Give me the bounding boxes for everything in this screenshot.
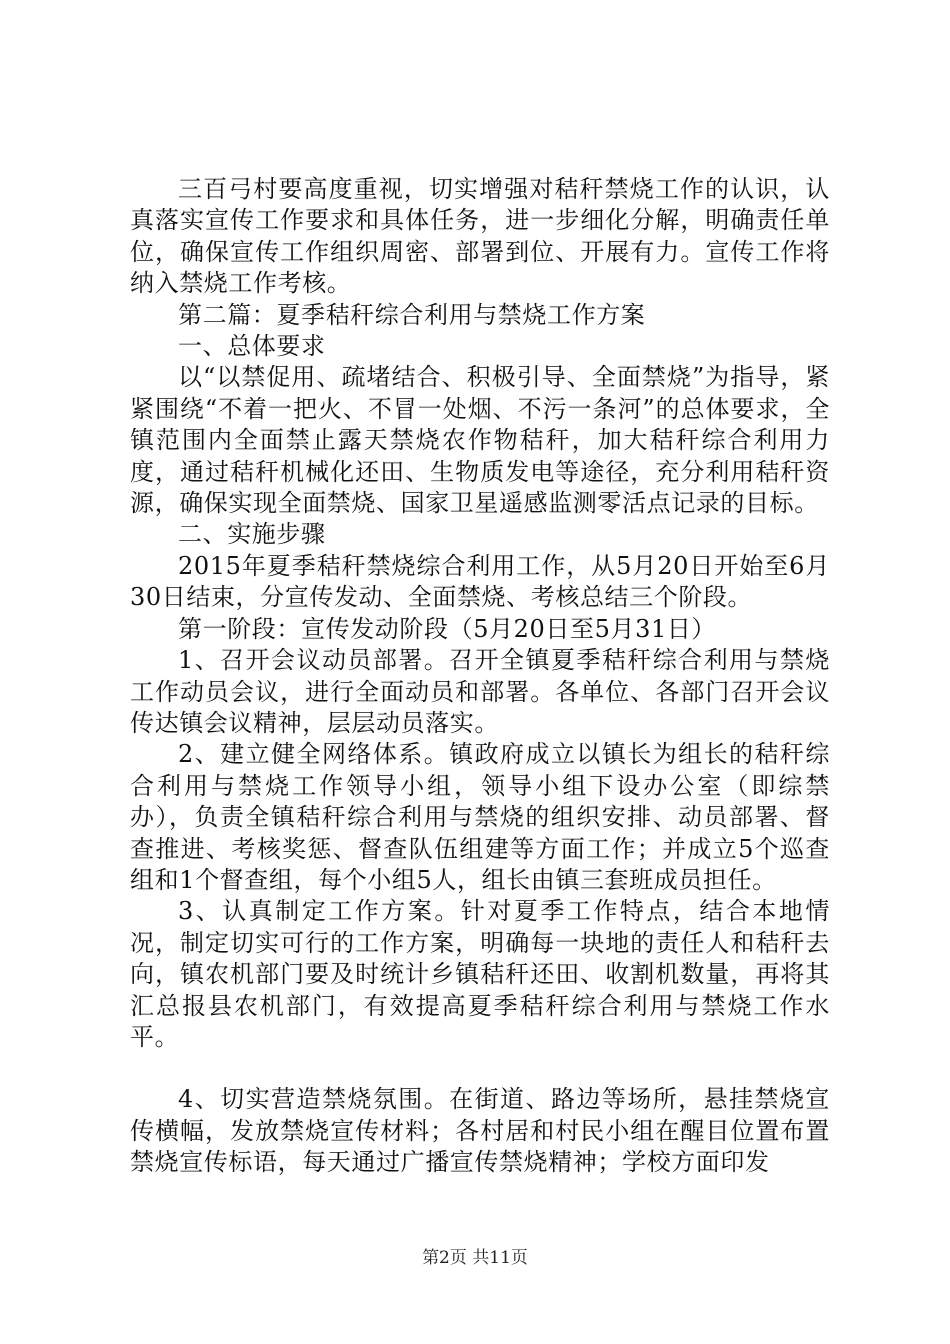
paragraph-publicity-requirement: 三百弓村要高度重视，切实增强对秸秆禁烧工作的认识，认真落实宣传工作要求和具体任务，进一步细化分解，明确责任单位，确保宣传工作组织周密、部署到位、开展有力。宣传工作将纳入禁烧工作考核。 — [130, 175, 830, 298]
paragraph-item-3: 3、认真制定工作方案。针对夏季工作特点，结合本地情况，制定切实可行的工作方案，明确每一块地的责任人和秸秆去向，镇农机部门要及时统计乡镇秸秆还田、收割机数量，再将其汇总报县农机部门，有效提高夏季秸秆综合利用与禁烧工作水平。 — [130, 897, 830, 1051]
heading-general-requirements: 一、总体要求 — [178, 332, 326, 361]
document-body — [130, 174, 830, 1179]
paragraph-general-requirements: 以“以禁促用、疏堵结合、积极引导、全面禁烧”为指导，紧紧围绕“不着一把火、不冒一处烟、不污一条河”的总体要求，全镇范围内全面禁止露天禁烧农作物秸秆，加大秸秆综合利用力度，通过秸秆机械化还田、生物质发电等途径，充分利用秸秆资源，确保实现全面禁烧、国家卫星遥感监测零活点记录的目标。 — [130, 363, 830, 518]
paragraph-item-2: 2、建立健全网络体系。镇政府成立以镇长为组长的秸秆综合利用与禁烧工作领导小组，领导小组下设办公室（即综禁办），负责全镇秸秆综合利用与禁烧的组织安排、动员部署、督查推进、考核奖惩、督查队伍组建等方面工作；并成立5个巡查组和1个督查组，每个小组5人，组长由镇三套班成员担任。 — [130, 740, 830, 894]
paragraph-item-4: 4、切实营造禁烧氛围。在街道、路边等场所，悬挂禁烧宣传横幅，发放禁烧宣传材料；各村居和村民小组在醒目位置布置禁烧宣传标语，每天通过广播宣传禁烧精神；学校方面印发 — [130, 1085, 830, 1177]
paragraph-item-1: 1、召开会议动员部署。召开全镇夏季秸秆综合利用与禁烧工作动员会议，进行全面动员和部署。各单位、各部门召开会议传达镇会议精神，层层动员落实。 — [130, 646, 830, 737]
paragraph-schedule: 2015年夏季秸秆禁烧综合利用工作，从5月20日开始至6月30日结束，分宣传发动、全面禁烧、考核总结三个阶段。 — [130, 551, 830, 612]
section-title-part-two: 第二篇：夏季秸秆综合利用与禁烧工作方案 — [178, 300, 646, 329]
heading-phase-one: 第一阶段：宣传发动阶段（5月20日至5月31日） — [178, 614, 717, 643]
page-number-footer: 第2页 共11页 — [422, 1248, 528, 1268]
heading-implementation-steps: 二、实施步骤 — [178, 520, 326, 549]
